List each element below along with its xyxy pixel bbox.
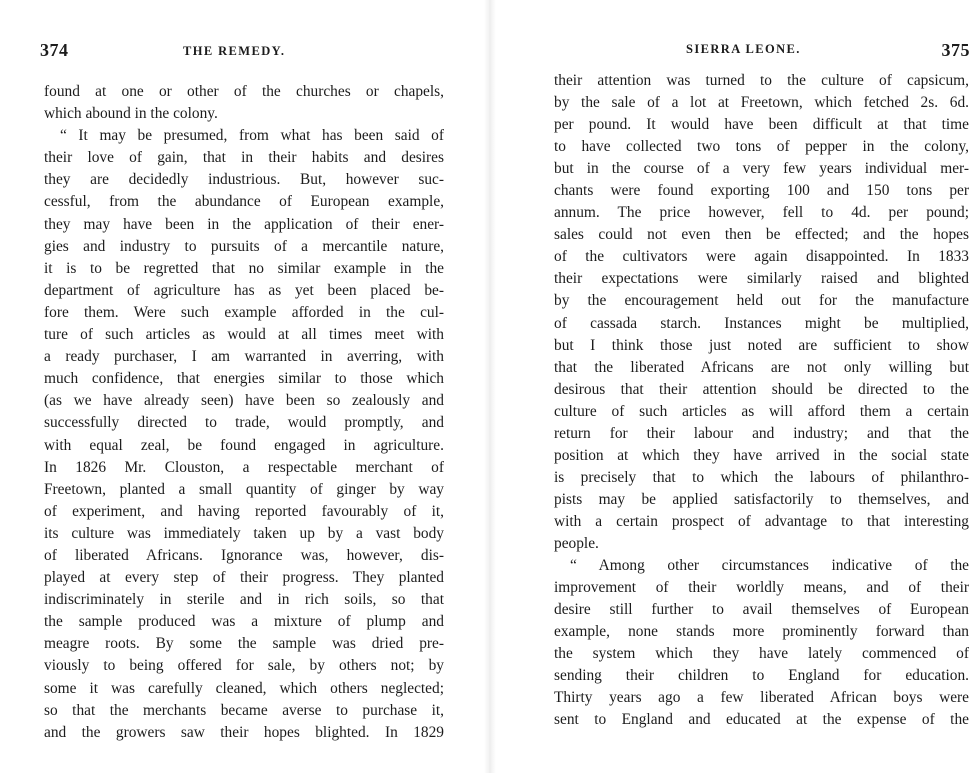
text-line: successfully directed to trade, would promptly, and [44,414,444,432]
text-line: found at one or other of the churches or chapels, [44,83,444,100]
text-line: annum. The price however, fell to 4d. per pound; [554,204,969,222]
text-line: “ It may be presumed, from what has been said of [60,127,444,145]
text-line: example, none stands more prominently forward than [554,623,969,641]
text-line: so that the merchants became averse to purchase it, [44,701,444,719]
text-line: it is to be regretted that no similar example in the [44,259,444,277]
text-line: and the growers saw their hopes blighted. In 1829 [44,723,444,741]
text-line: people. [554,534,599,552]
text-line: ture of such articles as would at all times meet with [44,326,444,344]
text-line: indiscriminately in sterile and in rich soils, so that [44,591,444,609]
text-line: they are decidedly industrious. But, however suc- [44,171,444,189]
text-line: pists may be applied satisfactorily to themselves, and [554,490,969,508]
text-line: desire still further to avail themselves of European [554,601,969,619]
left-page-header [40,40,448,64]
text-line: of experiment, and having reported favourably of it, [44,502,444,520]
text-line: they may have been in the application of their ener- [44,215,444,233]
text-line: to have collected two tons of pepper in the colony, [554,138,969,156]
text-line: some it was carefully cleaned, which others neglected; [44,679,444,697]
text-line: cessful, from the abundance of European example, [44,193,444,211]
right-running-head: SIERRA LEONE. [686,42,801,56]
text-line: the system which they have lately commenced of [554,645,969,663]
right-page-header [556,40,970,64]
text-line: culture of such articles as will afford them a certain [554,402,969,420]
text-line: department of agriculture has as yet been placed be- [44,281,444,299]
text-line: much confidence, that energies similar to those which [44,370,444,388]
text-line: a ready purchaser, I am warranted in averring, with [44,348,444,366]
text-line: (as we have already seen) have been so zealously and [44,392,444,410]
text-line: position at which they have arrived in the social state [554,446,969,464]
text-line: by the encouragement held out for the manufacture [554,292,969,310]
text-line: chants were found exporting 100 and 150 tons per [554,182,969,200]
right-page-body [554,70,969,731]
text-line: of liberated Africans. Ignorance was, however, dis- [44,546,444,564]
text-line: fore them. Were such example afforded in the cul- [44,303,444,321]
right-page-number: 375 [941,40,970,60]
text-line: their expectations were similarly raised and blighted [554,270,969,288]
text-line: with a certain prospect of advantage to that interesting [554,512,969,530]
text-line: viously to being offered for sale, by others not; by [44,657,444,675]
text-line: gies and industry to pursuits of a mercantile nature, [44,237,444,255]
right-page [490,0,980,773]
text-line: desirous that their attention should be directed to the [554,380,969,398]
text-line: Freetown, planted a small quantity of ginger by way [44,480,444,498]
text-line: return for their labour and industry; and that the [554,424,969,442]
text-line: per pound. It would have been difficult at that time [554,116,969,134]
text-line: their attention was turned to the culture of capsicum, [554,72,969,89]
text-line: “ Among other circumstances indicative of the [570,557,969,575]
text-line: with equal zeal, be found engaged in agriculture. [44,436,444,454]
text-line: the sample produced was a mixture of plump and [44,613,444,631]
text-line: of the cultivators were again disappointed. In 1833 [554,248,969,266]
text-line: improvement of their worldly means, and of their [554,579,969,597]
left-running-head: THE REMEDY. [183,44,286,58]
left-page-number: 374 [40,40,69,60]
text-line: but I think those just noted are sufficient to show [554,336,969,354]
text-line: which abound in the colony. [44,105,218,123]
text-line: their love of gain, that in their habits and desires [44,149,444,167]
text-line: Thirty years ago a few liberated African boys were [554,689,969,707]
text-line: sending their children to England for education. [554,667,969,685]
text-line: that the liberated Africans are not only willing but [554,358,969,376]
text-line: by the sale of a lot at Freetown, which fetched 2s. 6d. [554,94,969,112]
text-line: of cassada starch. Instances might be multiplied, [554,314,969,332]
text-line: but in the course of a very few years individual mer- [554,160,969,178]
text-line: played at every step of their progress. They planted [44,569,444,587]
text-line: is precisely that to which the labours of philanthro- [554,468,969,486]
text-line: meagre roots. By some the sample was dried pre- [44,635,444,653]
text-line: its culture was immediately taken up by a vast body [44,524,444,542]
text-line: sent to England and educated at the expense of the [554,711,969,729]
left-page-body [44,81,444,744]
text-line: sales could not even then be effected; and the hopes [554,226,969,244]
text-line: In 1826 Mr. Clouston, a respectable merchant of [44,458,444,476]
